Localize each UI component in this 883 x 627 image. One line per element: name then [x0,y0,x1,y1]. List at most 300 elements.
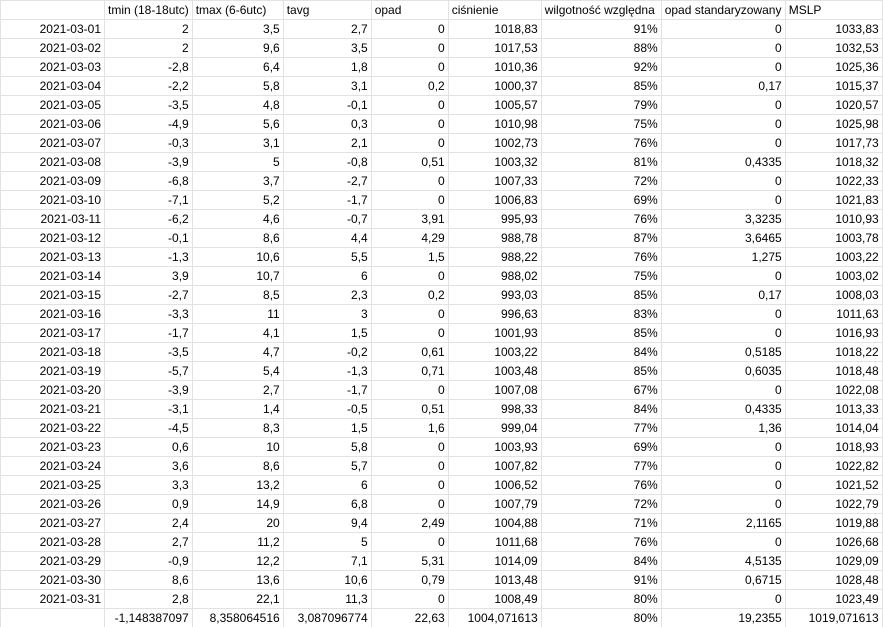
date-cell[interactable]: 2021-03-18 [1,343,105,362]
opad-cell[interactable]: 0 [371,533,448,552]
tmax-cell[interactable]: 20 [192,514,283,533]
tmax-cell[interactable]: 8,5 [192,286,283,305]
mslp-cell[interactable]: 1011,63 [785,305,882,324]
tmin-cell[interactable]: -6,8 [105,172,193,191]
cisnienie-cell[interactable]: 1007,08 [448,381,541,400]
tmin-cell[interactable]: -6,2 [105,210,193,229]
tmin-cell[interactable]: 2 [105,20,193,39]
mslp-cell[interactable]: 1003,02 [785,267,882,286]
mslp-cell[interactable]: 1026,68 [785,533,882,552]
tavg-cell[interactable]: -0,1 [283,96,371,115]
header-opad[interactable]: opad [371,1,448,20]
cisnienie-cell[interactable]: 1003,22 [448,343,541,362]
header-tmin[interactable]: tmin (18-18utc) [105,1,193,20]
opad-standaryzowany-cell[interactable]: 0 [661,476,785,495]
tmin-cell[interactable]: -7,1 [105,191,193,210]
tavg-cell[interactable]: -0,5 [283,400,371,419]
mslp-cell[interactable]: 1018,93 [785,438,882,457]
tmax-cell[interactable]: 9,6 [192,39,283,58]
wilgotnosc-cell[interactable]: 84% [541,400,661,419]
summary-tmax-cell[interactable]: 8,358064516 [192,609,283,627]
tavg-cell[interactable]: 2,7 [283,20,371,39]
cisnienie-cell[interactable]: 1006,83 [448,191,541,210]
tavg-cell[interactable]: 5,5 [283,248,371,267]
tmin-cell[interactable]: -3,9 [105,381,193,400]
tmin-cell[interactable]: 2,4 [105,514,193,533]
wilgotnosc-cell[interactable]: 80% [541,590,661,609]
tmax-cell[interactable]: 13,6 [192,571,283,590]
tmax-cell[interactable]: 3,7 [192,172,283,191]
opad-cell[interactable]: 0,61 [371,343,448,362]
date-cell[interactable]: 2021-03-20 [1,381,105,400]
cisnienie-cell[interactable]: 998,33 [448,400,541,419]
summary-tavg-cell[interactable]: 3,087096774 [283,609,371,627]
mslp-cell[interactable]: 1010,93 [785,210,882,229]
wilgotnosc-cell[interactable]: 85% [541,286,661,305]
summary-cisnienie-cell[interactable]: 1004,071613 [448,609,541,627]
opad-cell[interactable]: 0 [371,96,448,115]
tmin-cell[interactable]: -0,9 [105,552,193,571]
mslp-cell[interactable]: 1028,48 [785,571,882,590]
tmax-cell[interactable]: 10,6 [192,248,283,267]
opad-standaryzowany-cell[interactable]: 1,36 [661,419,785,438]
opad-standaryzowany-cell[interactable]: 0 [661,381,785,400]
tmin-cell[interactable]: 2,7 [105,533,193,552]
opad-standaryzowany-cell[interactable]: 0 [661,191,785,210]
date-cell[interactable]: 2021-03-25 [1,476,105,495]
summary-opad-standaryzowany-cell[interactable]: 19,2355 [661,609,785,627]
tmax-cell[interactable]: 3,1 [192,134,283,153]
tavg-cell[interactable]: 1,5 [283,419,371,438]
date-cell[interactable]: 2021-03-23 [1,438,105,457]
cisnienie-cell[interactable]: 1008,49 [448,590,541,609]
table-row [1,153,883,172]
tmin-cell[interactable]: 0,9 [105,495,193,514]
wilgotnosc-cell[interactable]: 79% [541,96,661,115]
wilgotnosc-cell[interactable]: 84% [541,552,661,571]
tavg-cell[interactable]: 5,8 [283,438,371,457]
tmin-cell[interactable]: 3,3 [105,476,193,495]
wilgotnosc-cell[interactable]: 69% [541,191,661,210]
opad-cell[interactable]: 0 [371,476,448,495]
wilgotnosc-cell[interactable]: 91% [541,20,661,39]
mslp-cell[interactable]: 1022,08 [785,381,882,400]
opad-cell[interactable]: 0 [371,172,448,191]
date-cell[interactable]: 2021-03-01 [1,20,105,39]
tmin-cell[interactable]: 8,6 [105,571,193,590]
opad-cell[interactable]: 0,51 [371,400,448,419]
cisnienie-cell[interactable]: 1003,93 [448,438,541,457]
wilgotnosc-cell[interactable]: 76% [541,533,661,552]
summary-mslp-cell[interactable]: 1019,071613 [785,609,882,627]
wilgotnosc-cell[interactable]: 72% [541,495,661,514]
tmax-cell[interactable]: 13,2 [192,476,283,495]
wilgotnosc-cell[interactable]: 71% [541,514,661,533]
wilgotnosc-cell[interactable]: 76% [541,248,661,267]
opad-standaryzowany-cell[interactable]: 0 [661,305,785,324]
cisnienie-cell[interactable]: 1006,52 [448,476,541,495]
cisnienie-cell[interactable]: 988,78 [448,229,541,248]
wilgotnosc-cell[interactable]: 77% [541,457,661,476]
date-cell[interactable]: 2021-03-12 [1,229,105,248]
date-cell[interactable]: 2021-03-05 [1,96,105,115]
tavg-cell[interactable]: 5 [283,533,371,552]
tmin-cell[interactable]: 2 [105,39,193,58]
opad-standaryzowany-cell[interactable]: 3,3235 [661,210,785,229]
date-cell[interactable]: 2021-03-14 [1,267,105,286]
cisnienie-cell[interactable]: 1000,37 [448,77,541,96]
mslp-cell[interactable]: 1022,79 [785,495,882,514]
opad-cell[interactable]: 0,2 [371,286,448,305]
mslp-cell[interactable]: 1015,37 [785,77,882,96]
opad-cell[interactable]: 0 [371,590,448,609]
opad-standaryzowany-cell[interactable]: 0 [661,590,785,609]
wilgotnosc-cell[interactable]: 77% [541,419,661,438]
date-cell[interactable]: 2021-03-13 [1,248,105,267]
wilgotnosc-cell[interactable]: 88% [541,39,661,58]
opad-cell[interactable]: 0 [371,381,448,400]
tmin-cell[interactable]: -3,5 [105,96,193,115]
opad-standaryzowany-cell[interactable]: 0 [661,457,785,476]
tmax-cell[interactable]: 5,4 [192,362,283,381]
cisnienie-cell[interactable]: 1017,53 [448,39,541,58]
date-cell[interactable]: 2021-03-02 [1,39,105,58]
tmax-cell[interactable]: 4,8 [192,96,283,115]
opad-standaryzowany-cell[interactable]: 0 [661,58,785,77]
wilgotnosc-cell[interactable]: 76% [541,476,661,495]
mslp-cell[interactable]: 1018,32 [785,153,882,172]
mslp-cell[interactable]: 1014,04 [785,419,882,438]
header-opad-standaryzowany[interactable]: opad standaryzowany [661,1,785,20]
wilgotnosc-cell[interactable]: 85% [541,324,661,343]
tavg-cell[interactable]: 5,7 [283,457,371,476]
cisnienie-cell[interactable]: 1018,83 [448,20,541,39]
tmax-cell[interactable]: 2,7 [192,381,283,400]
header-tmax[interactable]: tmax (6-6utc) [192,1,283,20]
opad-standaryzowany-cell[interactable]: 0 [661,533,785,552]
opad-cell[interactable]: 0,79 [371,571,448,590]
tavg-cell[interactable]: -2,7 [283,172,371,191]
cisnienie-cell[interactable]: 993,03 [448,286,541,305]
tavg-cell[interactable]: 1,5 [283,324,371,343]
date-cell[interactable]: 2021-03-11 [1,210,105,229]
cisnienie-cell[interactable]: 1005,57 [448,96,541,115]
tavg-cell[interactable]: 0,3 [283,115,371,134]
date-cell[interactable]: 2021-03-29 [1,552,105,571]
mslp-cell[interactable]: 1003,22 [785,248,882,267]
date-cell[interactable]: 2021-03-10 [1,191,105,210]
mslp-cell[interactable]: 1023,49 [785,590,882,609]
opad-standaryzowany-cell[interactable]: 0,5185 [661,343,785,362]
tavg-cell[interactable]: 10,6 [283,571,371,590]
opad-cell[interactable]: 0 [371,324,448,343]
date-cell[interactable]: 2021-03-04 [1,77,105,96]
cisnienie-cell[interactable]: 999,04 [448,419,541,438]
tmin-cell[interactable]: -3,9 [105,153,193,172]
tavg-cell[interactable]: 3,5 [283,39,371,58]
tmin-cell[interactable]: 2,8 [105,590,193,609]
cisnienie-cell[interactable]: 1007,79 [448,495,541,514]
mslp-cell[interactable]: 1022,82 [785,457,882,476]
cisnienie-cell[interactable]: 988,22 [448,248,541,267]
opad-standaryzowany-cell[interactable]: 0,6035 [661,362,785,381]
mslp-cell[interactable]: 1018,22 [785,343,882,362]
tmax-cell[interactable]: 11,2 [192,533,283,552]
tavg-cell[interactable]: -1,7 [283,191,371,210]
header-wilgotnosc[interactable]: wilgotność względna [541,1,661,20]
cisnienie-cell[interactable]: 1010,36 [448,58,541,77]
opad-standaryzowany-cell[interactable]: 0 [661,172,785,191]
tavg-cell[interactable]: 11,3 [283,590,371,609]
opad-cell[interactable]: 0 [371,457,448,476]
cisnienie-cell[interactable]: 1007,82 [448,457,541,476]
cisnienie-cell[interactable]: 996,63 [448,305,541,324]
tmin-cell[interactable]: 3,9 [105,267,193,286]
tavg-cell[interactable]: 9,4 [283,514,371,533]
tmax-cell[interactable]: 11 [192,305,283,324]
cisnienie-cell[interactable]: 1003,48 [448,362,541,381]
tavg-cell[interactable]: 6 [283,267,371,286]
mslp-cell[interactable]: 1032,53 [785,39,882,58]
opad-standaryzowany-cell[interactable]: 0 [661,96,785,115]
mslp-cell[interactable]: 1022,33 [785,172,882,191]
date-cell[interactable]: 2021-03-17 [1,324,105,343]
opad-cell[interactable]: 1,5 [371,248,448,267]
tmin-cell[interactable]: -0,3 [105,134,193,153]
opad-standaryzowany-cell[interactable]: 0 [661,324,785,343]
mslp-cell[interactable]: 1021,52 [785,476,882,495]
tmax-cell[interactable]: 8,6 [192,229,283,248]
mslp-cell[interactable]: 1003,78 [785,229,882,248]
tavg-cell[interactable]: -0,7 [283,210,371,229]
header-mslp[interactable]: MSLP [785,1,882,20]
header-tavg[interactable]: tavg [283,1,371,20]
tmax-cell[interactable]: 4,6 [192,210,283,229]
date-cell[interactable]: 2021-03-24 [1,457,105,476]
date-cell[interactable]: 2021-03-07 [1,134,105,153]
tmin-cell[interactable]: -2,8 [105,58,193,77]
opad-cell[interactable]: 0,2 [371,77,448,96]
date-cell[interactable]: 2021-03-16 [1,305,105,324]
summary-opad-cell[interactable]: 22,63 [371,609,448,627]
header-cisnienie[interactable]: ciśnienie [448,1,541,20]
cisnienie-cell[interactable]: 995,93 [448,210,541,229]
cisnienie-cell[interactable]: 1014,09 [448,552,541,571]
mslp-cell[interactable]: 1033,83 [785,20,882,39]
summary-tmin-cell[interactable]: -1,148387097 [105,609,193,627]
tmin-cell[interactable]: -2,2 [105,77,193,96]
date-cell[interactable]: 2021-03-08 [1,153,105,172]
tmin-cell[interactable]: 3,6 [105,457,193,476]
tavg-cell[interactable]: 2,1 [283,134,371,153]
date-cell[interactable]: 2021-03-03 [1,58,105,77]
tavg-cell[interactable]: 1,8 [283,58,371,77]
tavg-cell[interactable]: 6,8 [283,495,371,514]
tavg-cell[interactable]: -1,7 [283,381,371,400]
mslp-cell[interactable]: 1025,36 [785,58,882,77]
wilgotnosc-cell[interactable]: 76% [541,210,661,229]
opad-standaryzowany-cell[interactable]: 0,6715 [661,571,785,590]
opad-standaryzowany-cell[interactable]: 0,4335 [661,400,785,419]
mslp-cell[interactable]: 1016,93 [785,324,882,343]
tavg-cell[interactable]: -0,2 [283,343,371,362]
date-cell[interactable]: 2021-03-06 [1,115,105,134]
mslp-cell[interactable]: 1017,73 [785,134,882,153]
tmax-cell[interactable]: 14,9 [192,495,283,514]
wilgotnosc-cell[interactable]: 85% [541,77,661,96]
mslp-cell[interactable]: 1029,09 [785,552,882,571]
cisnienie-cell[interactable]: 1004,88 [448,514,541,533]
date-cell[interactable]: 2021-03-09 [1,172,105,191]
tmin-cell[interactable]: -3,3 [105,305,193,324]
mslp-cell[interactable]: 1018,48 [785,362,882,381]
date-cell[interactable]: 2021-03-31 [1,590,105,609]
opad-standaryzowany-cell[interactable]: 0 [661,438,785,457]
tavg-cell[interactable]: 3 [283,305,371,324]
date-cell[interactable]: 2021-03-22 [1,419,105,438]
date-cell[interactable]: 2021-03-30 [1,571,105,590]
opad-cell[interactable]: 3,91 [371,210,448,229]
opad-cell[interactable]: 0 [371,438,448,457]
tmin-cell[interactable]: -3,5 [105,343,193,362]
tmin-cell[interactable]: -5,7 [105,362,193,381]
header-blank[interactable] [1,1,105,20]
wilgotnosc-cell[interactable]: 81% [541,153,661,172]
opad-cell[interactable]: 5,31 [371,552,448,571]
date-cell[interactable]: 2021-03-27 [1,514,105,533]
tmax-cell[interactable]: 4,7 [192,343,283,362]
table-row [1,305,883,324]
tmax-cell[interactable]: 22,1 [192,590,283,609]
tavg-cell[interactable]: 6 [283,476,371,495]
opad-cell[interactable]: 0 [371,134,448,153]
tmax-cell[interactable]: 5,8 [192,77,283,96]
tmin-cell[interactable]: -0,1 [105,229,193,248]
cisnienie-cell[interactable]: 1007,33 [448,172,541,191]
tmin-cell[interactable]: -4,9 [105,115,193,134]
wilgotnosc-cell[interactable]: 84% [541,343,661,362]
tmin-cell[interactable]: -1,3 [105,248,193,267]
opad-cell[interactable]: 0,51 [371,153,448,172]
wilgotnosc-cell[interactable]: 76% [541,134,661,153]
tavg-cell[interactable]: 3,1 [283,77,371,96]
tmax-cell[interactable]: 10,7 [192,267,283,286]
summary-wilgotnosc-cell[interactable]: 80% [541,609,661,627]
tmax-cell[interactable]: 5,2 [192,191,283,210]
date-cell[interactable]: 2021-03-15 [1,286,105,305]
opad-standaryzowany-cell[interactable]: 0 [661,115,785,134]
tmax-cell[interactable]: 8,3 [192,419,283,438]
opad-cell[interactable]: 4,29 [371,229,448,248]
tavg-cell[interactable]: 2,3 [283,286,371,305]
opad-standaryzowany-cell[interactable]: 0,4335 [661,153,785,172]
wilgotnosc-cell[interactable]: 85% [541,362,661,381]
cisnienie-cell[interactable]: 1011,68 [448,533,541,552]
wilgotnosc-cell[interactable]: 91% [541,571,661,590]
table-row [1,590,883,609]
cisnienie-cell[interactable]: 1001,93 [448,324,541,343]
tmax-cell[interactable]: 3,5 [192,20,283,39]
opad-standaryzowany-cell[interactable]: 0 [661,134,785,153]
opad-cell[interactable]: 0 [371,20,448,39]
mslp-cell[interactable]: 1025,98 [785,115,882,134]
tmax-cell[interactable]: 1,4 [192,400,283,419]
mslp-cell[interactable]: 1019,88 [785,514,882,533]
opad-cell[interactable]: 0 [371,495,448,514]
opad-standaryzowany-cell[interactable]: 1,275 [661,248,785,267]
opad-cell[interactable]: 2,49 [371,514,448,533]
wilgotnosc-cell[interactable]: 87% [541,229,661,248]
tavg-cell[interactable]: 4,4 [283,229,371,248]
summary-date-cell[interactable] [1,609,105,627]
wilgotnosc-cell[interactable]: 83% [541,305,661,324]
wilgotnosc-cell[interactable]: 67% [541,381,661,400]
opad-standaryzowany-cell[interactable]: 0 [661,39,785,58]
mslp-cell[interactable]: 1008,03 [785,286,882,305]
opad-standaryzowany-cell[interactable]: 3,6465 [661,229,785,248]
tmax-cell[interactable]: 5 [192,153,283,172]
cisnienie-cell[interactable]: 1013,48 [448,571,541,590]
wilgotnosc-cell[interactable]: 75% [541,115,661,134]
tmax-cell[interactable]: 5,6 [192,115,283,134]
opad-standaryzowany-cell[interactable]: 0 [661,495,785,514]
tmin-cell[interactable]: -2,7 [105,286,193,305]
tavg-cell[interactable]: -0,8 [283,153,371,172]
wilgotnosc-cell[interactable]: 75% [541,267,661,286]
cisnienie-cell[interactable]: 1002,73 [448,134,541,153]
tmax-cell[interactable]: 10 [192,438,283,457]
tmax-cell[interactable]: 6,4 [192,58,283,77]
date-cell[interactable]: 2021-03-21 [1,400,105,419]
wilgotnosc-cell[interactable]: 72% [541,172,661,191]
opad-standaryzowany-cell[interactable]: 4,5135 [661,552,785,571]
opad-cell[interactable]: 0,71 [371,362,448,381]
tmin-cell[interactable]: -3,1 [105,400,193,419]
opad-cell[interactable]: 0 [371,191,448,210]
tmin-cell[interactable]: -1,7 [105,324,193,343]
cisnienie-cell[interactable]: 1003,32 [448,153,541,172]
tmax-cell[interactable]: 12,2 [192,552,283,571]
opad-standaryzowany-cell[interactable]: 0 [661,267,785,286]
opad-cell[interactable]: 0 [371,39,448,58]
opad-standaryzowany-cell[interactable]: 0 [661,20,785,39]
wilgotnosc-cell[interactable]: 69% [541,438,661,457]
tavg-cell[interactable]: -1,3 [283,362,371,381]
tmin-cell[interactable]: -4,5 [105,419,193,438]
mslp-cell[interactable]: 1013,33 [785,400,882,419]
date-cell[interactable]: 2021-03-28 [1,533,105,552]
tmax-cell[interactable]: 4,1 [192,324,283,343]
opad-standaryzowany-cell[interactable]: 2,1165 [661,514,785,533]
date-cell[interactable]: 2021-03-19 [1,362,105,381]
tavg-cell[interactable]: 7,1 [283,552,371,571]
mslp-cell[interactable]: 1020,57 [785,96,882,115]
opad-cell[interactable]: 0 [371,305,448,324]
opad-cell[interactable]: 1,6 [371,419,448,438]
date-cell[interactable]: 2021-03-26 [1,495,105,514]
opad-cell[interactable]: 0 [371,58,448,77]
cisnienie-cell[interactable]: 988,02 [448,267,541,286]
opad-standaryzowany-cell[interactable]: 0,17 [661,286,785,305]
tmin-cell[interactable]: 0,6 [105,438,193,457]
cisnienie-cell[interactable]: 1010,98 [448,115,541,134]
wilgotnosc-cell[interactable]: 92% [541,58,661,77]
tmax-cell[interactable]: 8,6 [192,457,283,476]
opad-cell[interactable]: 0 [371,267,448,286]
opad-standaryzowany-cell[interactable]: 0,17 [661,77,785,96]
mslp-cell[interactable]: 1021,83 [785,191,882,210]
opad-cell[interactable]: 0 [371,115,448,134]
